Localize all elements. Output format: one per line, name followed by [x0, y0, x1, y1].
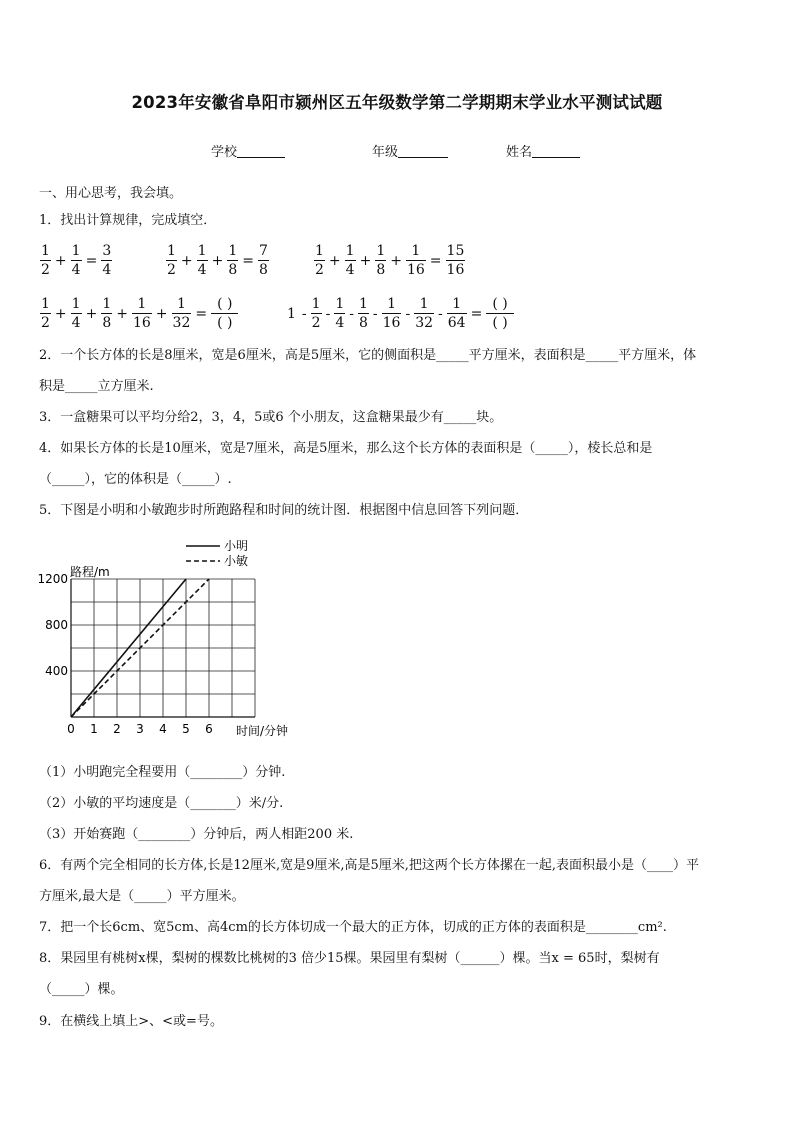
- x-tick-label: 0: [67, 722, 75, 736]
- numerator: 1: [358, 296, 368, 312]
- x-axis-label: 时间/分钟: [236, 724, 289, 738]
- question-1: 1．找出计算规律，完成填空．: [39, 213, 217, 228]
- denominator: 4: [345, 262, 355, 278]
- denominator: 16: [446, 262, 465, 278]
- name-label: 姓名: [506, 145, 533, 160]
- fraction: [406, 244, 426, 277]
- denominator: 16: [382, 315, 401, 331]
- numerator: 7: [258, 243, 268, 259]
- numerator: 1: [335, 296, 345, 312]
- question-5-part-3: （3）开始赛跑（________）分钟后，两人相距200 米.: [39, 827, 354, 842]
- equals-sign: =: [85, 252, 98, 269]
- minuend: 1: [287, 305, 296, 322]
- minus-sign: -: [405, 305, 411, 322]
- denominator: 16: [132, 315, 151, 331]
- question-8-line-1: 8．果园里有桃树x棵，梨树的棵数比桃树的3 倍少15棵。果园里有梨树（______）棵。当x = 65时，梨树有: [39, 951, 660, 966]
- grade-blank[interactable]: [398, 144, 448, 158]
- equals-sign: =: [429, 252, 442, 269]
- x-tick-label: 3: [136, 722, 144, 736]
- minus-sign: -: [372, 305, 378, 322]
- fraction: [227, 244, 238, 277]
- fraction: [101, 297, 112, 330]
- x-tick-label: 5: [182, 722, 190, 736]
- fraction: [101, 244, 112, 277]
- equals-sign: =: [470, 305, 483, 322]
- plus-sign: +: [54, 252, 67, 269]
- numerator: 1: [411, 243, 421, 259]
- equation-4: [39, 297, 239, 330]
- chart-grid: [71, 579, 255, 717]
- numerator: 1: [71, 296, 81, 312]
- numerator: 1: [176, 296, 186, 312]
- numerator: 1: [102, 296, 112, 312]
- fraction: [166, 244, 177, 277]
- denominator: 32: [172, 315, 191, 331]
- answer-fraction[interactable]: [486, 297, 513, 330]
- question-5-part-1: （1）小明跑完全程要用（________）分钟.: [39, 765, 286, 780]
- numerator: 1: [41, 296, 50, 312]
- legend-label: 小敏: [224, 554, 249, 568]
- question-2-line-2: 积是_____立方厘米.: [39, 379, 154, 394]
- answer-fraction[interactable]: [211, 297, 238, 330]
- denominator: 8: [102, 315, 112, 331]
- fraction: [414, 297, 434, 330]
- numerator: 1: [315, 243, 324, 259]
- minus-sign: -: [349, 305, 354, 322]
- fraction: [197, 244, 208, 277]
- fraction: [40, 244, 51, 277]
- denominator: 32: [415, 315, 434, 331]
- plus-sign: +: [116, 305, 128, 322]
- grade-field: [372, 141, 448, 160]
- equation-3: [313, 244, 466, 277]
- chart-legend: [186, 539, 248, 568]
- plus-sign: +: [390, 252, 402, 269]
- numerator: 1: [345, 243, 355, 259]
- chart-ticks: [37, 572, 212, 736]
- question-2-line-1: 2．一个长方体的长是8厘米，宽是6厘米，高是5厘米，它的侧面积是_____平方厘米，表面积是_____平方厘米，体: [39, 348, 697, 363]
- denominator: 2: [41, 315, 50, 331]
- numerator: 1: [71, 243, 81, 259]
- fraction: [375, 244, 386, 277]
- denominator: 8: [358, 315, 368, 331]
- name-blank[interactable]: [532, 144, 580, 158]
- numerator: 1: [452, 296, 462, 312]
- numerator: 1: [228, 243, 238, 259]
- minus-sign: -: [301, 305, 307, 322]
- denominator: 4: [197, 262, 207, 278]
- question-3: 3．一盒糖果可以平均分给2，3，4，5或6 个小朋友，这盒糖果最少有_____块。: [39, 410, 503, 425]
- denominator: 2: [167, 262, 176, 278]
- numerator: 1: [311, 296, 321, 312]
- fraction: [172, 297, 192, 330]
- denominator: 16: [406, 262, 425, 278]
- numerator: 15: [446, 243, 465, 259]
- fraction: [382, 297, 402, 330]
- y-tick-label: 400: [45, 664, 68, 678]
- equals-sign: =: [195, 305, 208, 322]
- denominator: 2: [41, 262, 50, 278]
- denominator: ( ): [211, 313, 238, 330]
- fraction: [40, 297, 51, 330]
- denominator: 2: [315, 262, 324, 278]
- grade-label: 年级: [372, 145, 399, 160]
- numerator: 1: [376, 243, 386, 259]
- question-5-part-2: （2）小敏的平均速度是（_______）米/分.: [39, 796, 284, 811]
- school-label: 学校: [211, 145, 238, 160]
- question-6-line-2: 方厘米,最大是（_____）平方厘米。: [39, 889, 245, 904]
- x-tick-label: 6: [205, 722, 213, 736]
- denominator: 4: [102, 262, 112, 278]
- question-5: 5．下图是小明和小敏跑步时所跑路程和时间的统计图．根据图中信息回答下列问题．: [39, 503, 529, 518]
- school-blank[interactable]: [237, 144, 285, 158]
- question-4-line-2: （_____），它的体积是（_____）.: [39, 472, 232, 487]
- equation-2: [165, 244, 270, 277]
- equals-sign: =: [242, 252, 254, 269]
- equation-1: [39, 244, 113, 277]
- question-4-line-1: 4．如果长方体的长是10厘米，宽是7厘米，高是5厘米，那么这个长方体的表面积是（_____），棱长总和是: [39, 441, 653, 456]
- name-field: [506, 141, 580, 160]
- numerator: 1: [419, 296, 429, 312]
- school-field: [211, 141, 285, 160]
- denominator: 64: [447, 315, 466, 331]
- question-8-line-2: （_____）棵。: [39, 982, 124, 997]
- plus-sign: +: [54, 305, 67, 322]
- denominator: ( ): [486, 313, 513, 330]
- equation-5: [284, 297, 515, 330]
- question-9: 9．在横线上填上>、<或=号。: [39, 1014, 223, 1029]
- question-7: 7．把一个长6cm、宽5cm、高4cm的长方体切成一个最大的正方体，切成的正方体的表面积是________cm².: [39, 920, 667, 935]
- numerator: 1: [137, 296, 147, 312]
- fraction: [345, 244, 356, 277]
- fraction: [71, 297, 82, 330]
- plus-sign: +: [155, 305, 168, 322]
- numerator: 3: [102, 243, 112, 259]
- denominator: 4: [335, 315, 345, 331]
- plus-sign: +: [85, 305, 98, 322]
- fraction: [314, 244, 325, 277]
- denominator: 4: [71, 315, 81, 331]
- x-tick-label: 4: [159, 722, 167, 736]
- fraction: [334, 297, 345, 330]
- denominator: 4: [71, 262, 81, 278]
- denominator: 8: [376, 262, 386, 278]
- numerator: 1: [41, 243, 50, 259]
- numerator: 1: [167, 243, 176, 259]
- minus-sign: -: [325, 305, 331, 322]
- denominator: 2: [311, 315, 321, 331]
- fraction: [258, 244, 269, 277]
- fraction: [446, 244, 466, 277]
- plus-sign: +: [359, 252, 372, 269]
- plus-sign: +: [180, 252, 193, 269]
- plus-sign: +: [328, 252, 341, 269]
- fraction: [311, 297, 322, 330]
- numerator: ( ): [217, 296, 233, 312]
- minus-sign: -: [438, 305, 443, 322]
- page-title: 2023年安徽省阜阳市颍州区五年级数学第二学期期末学业水平测试试题: [131, 93, 663, 112]
- plus-sign: +: [211, 252, 224, 269]
- numerator: ( ): [492, 296, 508, 312]
- section-heading: 一、用心思考，我会填。: [39, 186, 183, 201]
- question-6-line-1: 6．有两个完全相同的长方体,长是12厘米,宽是9厘米,高是5厘米,把这两个长方体摞在一起,表面积最小是（____）平: [39, 858, 700, 873]
- x-tick-label: 1: [90, 722, 98, 736]
- y-tick-label: 800: [45, 618, 68, 632]
- denominator: 8: [258, 262, 268, 278]
- fraction: [358, 297, 369, 330]
- denominator: 8: [228, 262, 238, 278]
- fraction: [71, 244, 82, 277]
- y-tick-label: 1200: [37, 572, 68, 586]
- numerator: 1: [387, 296, 396, 312]
- distance-time-chart: [36, 533, 336, 743]
- x-tick-label: 2: [113, 722, 121, 736]
- legend-label: 小明: [224, 539, 249, 553]
- numerator: 1: [197, 243, 207, 259]
- fraction: [447, 297, 467, 330]
- y-axis-label: 路程/m: [70, 565, 110, 579]
- fraction: [132, 297, 152, 330]
